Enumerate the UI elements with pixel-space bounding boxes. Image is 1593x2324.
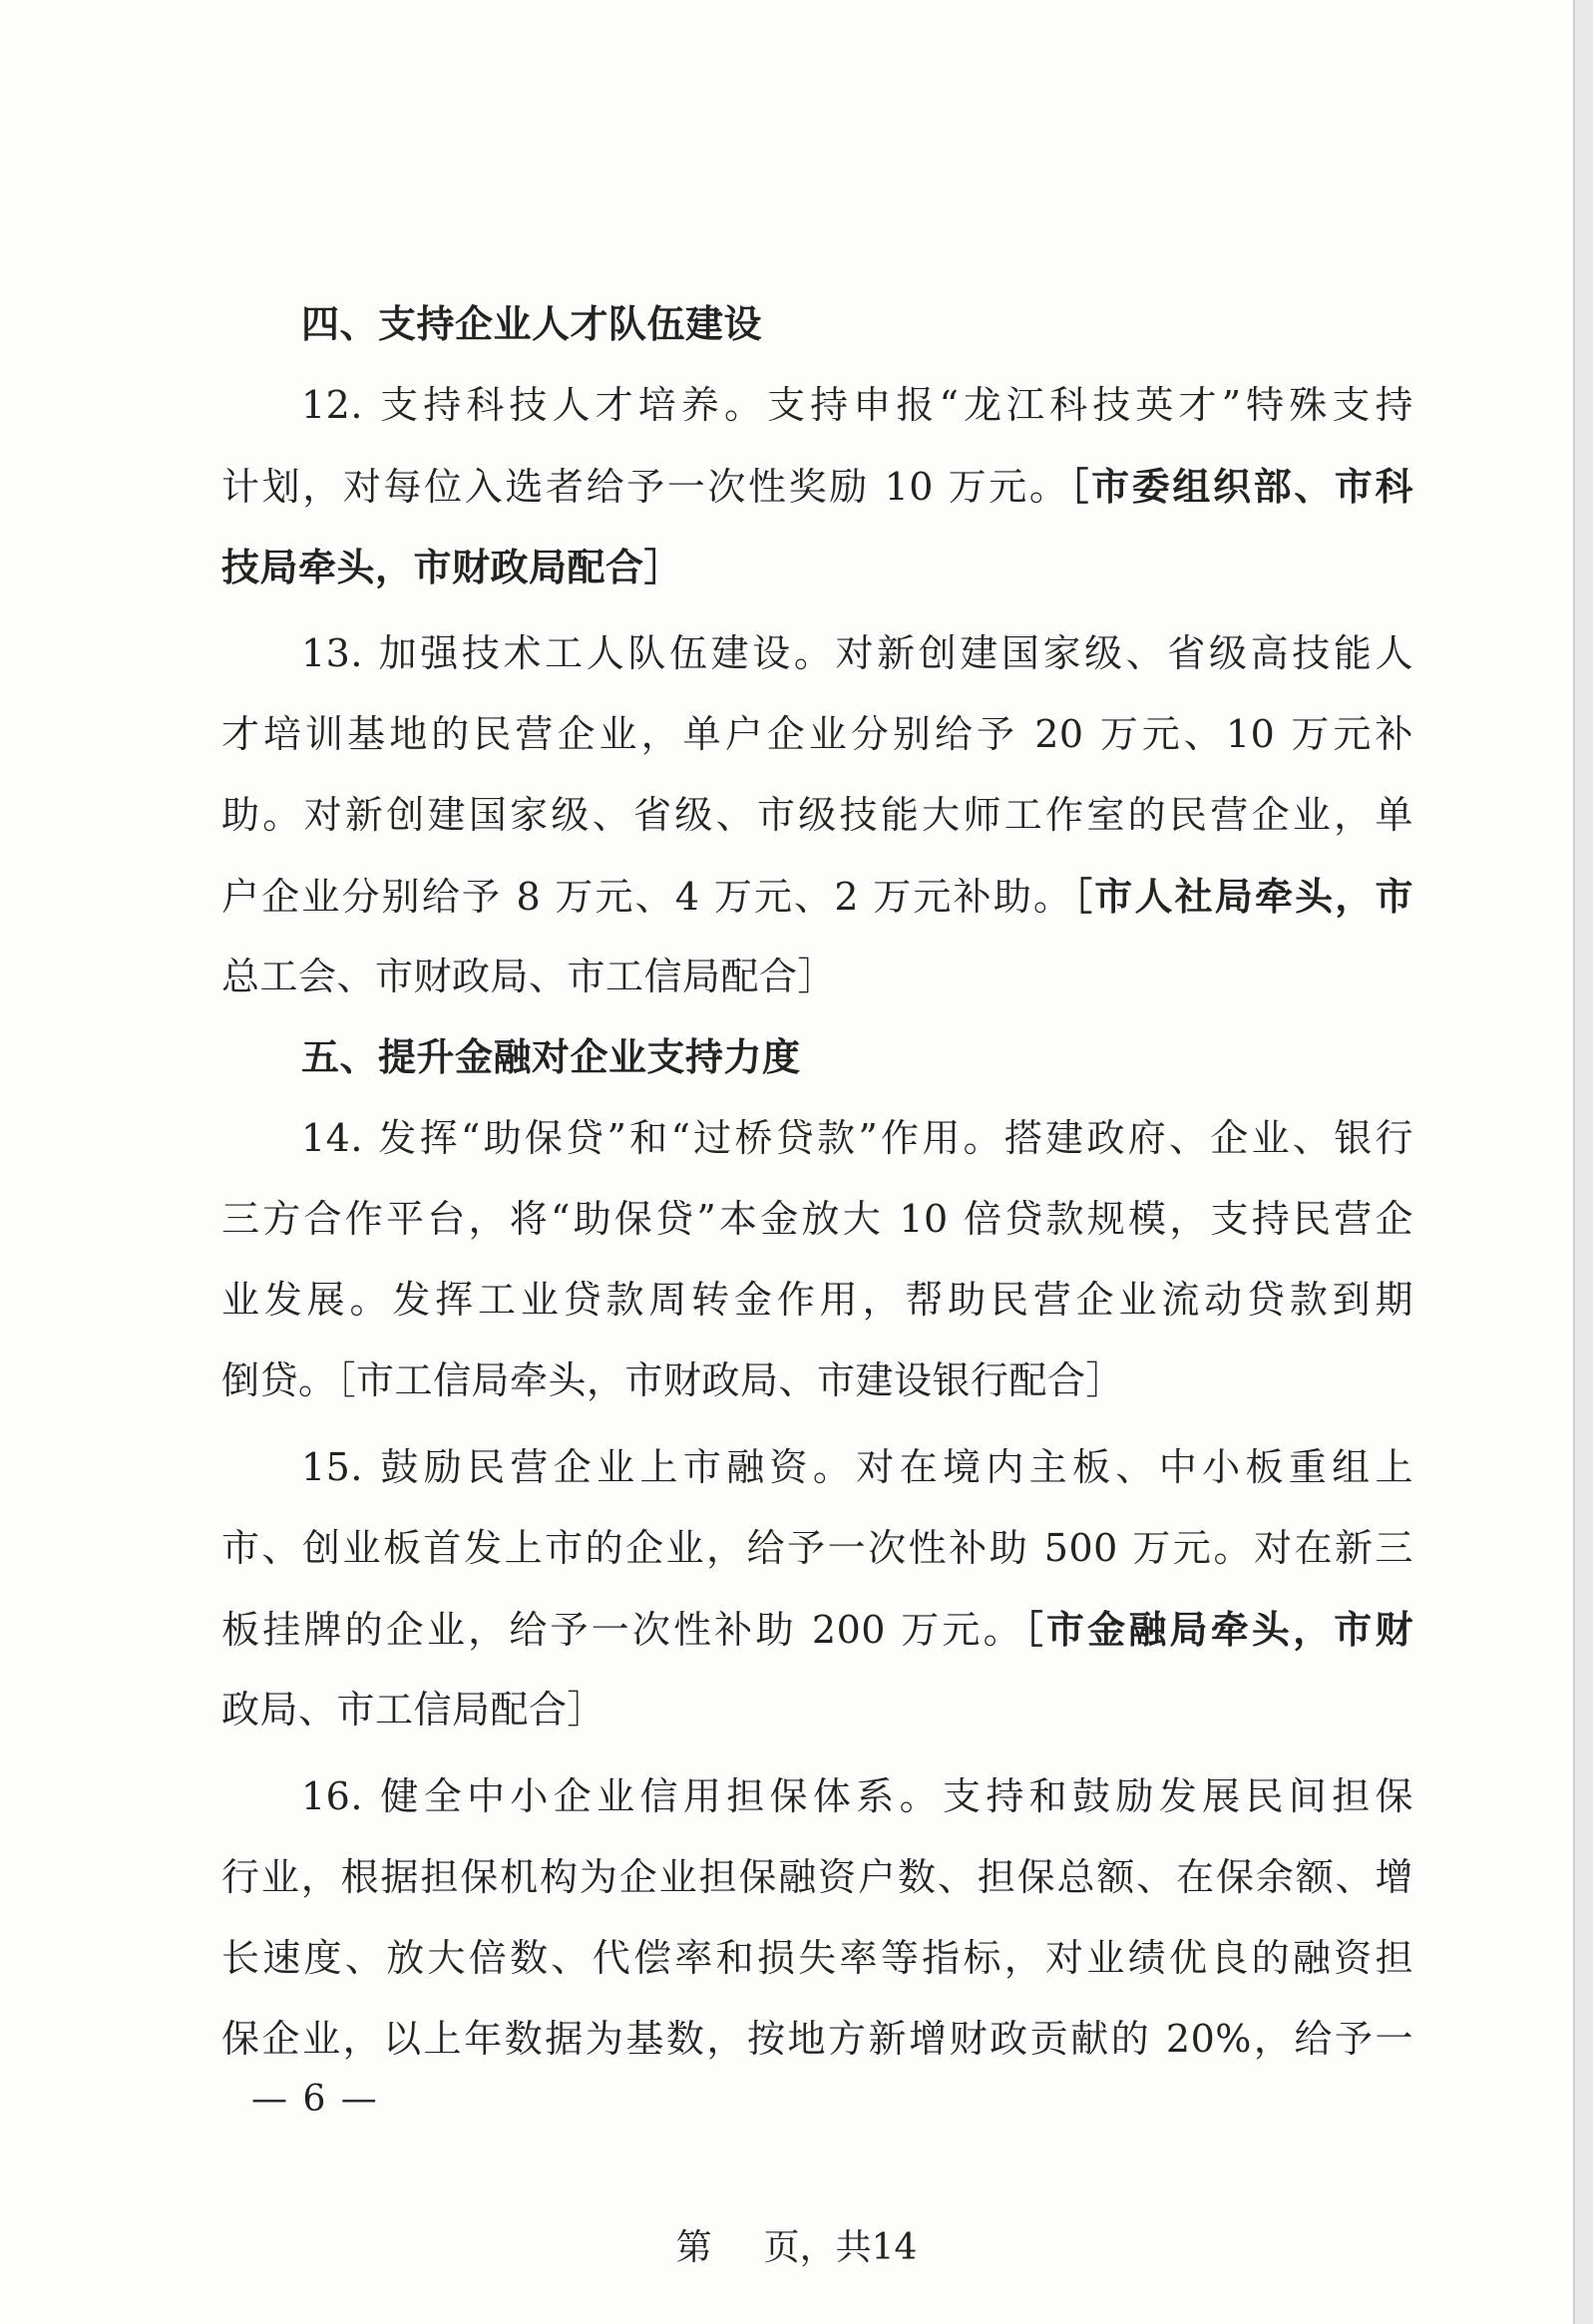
paragraph-line: 助。对新创建国家级、省级、市级技能大师工作室的民营企业，单: [221, 793, 1413, 837]
paragraph-line: 14. 发挥“助保贷”和“过桥贷款”作用。搭建政府、企业、银行: [301, 1116, 1413, 1160]
paragraph-line: 行业，根据担保机构为企业担保融资户数、担保总额、在保余额、增: [221, 1855, 1413, 1899]
paragraph-line: 15. 鼓励民营企业上市融资。对在境内主板、中小板重组上: [301, 1445, 1413, 1489]
line-text: 板挂牌的企业，给予一次性补助 200 万元。: [221, 1608, 1024, 1652]
line-text: 计划，对每位入选者给予一次性奖励 10 万元。: [221, 465, 1070, 509]
page-footer: [0, 2226, 1593, 2270]
line-text: 户企业分别给予 8 万元、4 万元、2 万元补助。: [221, 875, 1074, 919]
paragraph-line: 16. 健全中小企业信用担保体系。支持和鼓励发展民间担保: [301, 1774, 1413, 1818]
paragraph-line: 倒贷。［市工信局牵头，市财政局、市建设银行配合］: [221, 1358, 1125, 1402]
paragraph-line: 政局、市工信局配合］: [221, 1688, 606, 1732]
paragraph-line: 市、创业板首发上市的企业，给予一次性补助 500 万元。对在新三: [221, 1526, 1413, 1570]
paragraph-line: 长速度、放大倍数、代偿率和损失率等指标，对业绩优良的融资担: [221, 1936, 1413, 1980]
paragraph-line: 总工会、市财政局、市工信局配合］: [221, 955, 837, 998]
footer-total: 页，共14: [763, 2227, 918, 2268]
paragraph-line: 才培训基地的民营企业，单户企业分别给予 20 万元、10 万元补: [221, 712, 1413, 756]
scan-edge: [1573, 0, 1593, 2324]
paragraph-line: [221, 856, 1413, 937]
paragraph-line: 保企业，以上年数据为基数，按地方新增财政贡献的 20%，给予一: [221, 2017, 1413, 2061]
paragraph-line: 12. 支持科技人才培养。支持申报“龙江科技英才”特殊支持: [301, 383, 1413, 427]
paragraph-line: 业发展。发挥工业贷款周转金作用，帮助民营企业流动贷款到期: [221, 1278, 1413, 1322]
document-body: [221, 284, 1413, 2080]
paragraph-line: 技局牵头，市财政局配合］: [221, 545, 683, 589]
paragraph-line: 三方合作平台，将“助保贷”本金放大 10 倍贷款规模，支持民营企: [221, 1197, 1413, 1241]
paragraph-line: 13. 加强技术工人队伍建设。对新创建国家级、省级高技能人: [301, 631, 1413, 675]
page-number: — 6 —: [251, 2079, 379, 2120]
responsible-dept: ［市金融局牵头，市财: [1023, 1607, 1413, 1652]
section-heading: 四、支持企业人才队伍建设: [301, 302, 763, 346]
paragraph-line: [221, 446, 1413, 527]
footer-label: 第: [675, 2227, 712, 2268]
responsible-dept: ［市委组织部、市科: [1069, 464, 1413, 509]
section-heading: 五、提升金融对企业支持力度: [301, 1035, 801, 1079]
responsible-dept: ［市人社局牵头，市: [1073, 874, 1413, 919]
paragraph-line: [221, 1589, 1413, 1670]
